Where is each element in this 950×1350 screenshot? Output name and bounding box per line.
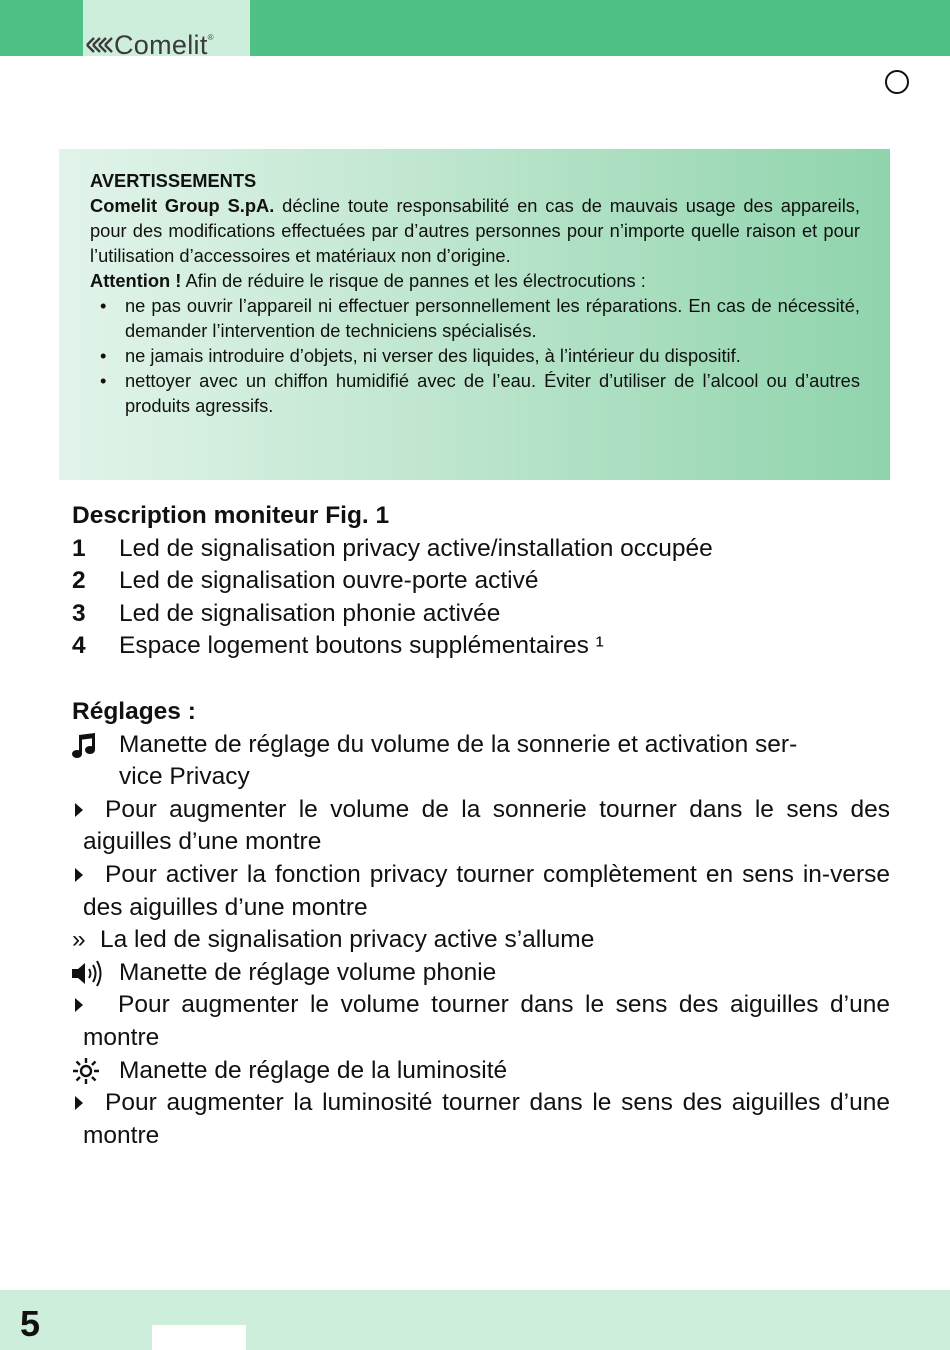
- voice-up-row: [72, 989, 890, 1054]
- item-text: Espace logement boutons supplémentaires ¹: [119, 632, 604, 660]
- warnings-bullet-list: [90, 293, 860, 418]
- triangle-bullet-icon: [75, 1096, 83, 1110]
- description-item: [72, 598, 890, 631]
- brightness-up-text: Pour augmenter la luminosité tourner dans le sens des aiguilles d’une montre: [83, 1089, 890, 1149]
- voice-volume-row: [72, 957, 890, 990]
- language-marker-circle: [885, 70, 909, 94]
- speaker-volume-icon: [72, 959, 104, 989]
- description-title: Description moniteur Fig. 1: [72, 502, 390, 529]
- brand-logo: [84, 30, 214, 60]
- music-note-icon: [72, 731, 104, 761]
- item-text: Led de signalisation ouvre-porte activé: [119, 567, 539, 595]
- main-content: [72, 500, 890, 1152]
- ringer-volume-label-line2: vice Privacy: [119, 763, 250, 791]
- brightness-label: Manette de réglage de la luminosité: [119, 1056, 508, 1084]
- attention-line: [90, 268, 860, 293]
- section-spacer: [72, 663, 890, 696]
- brand-name: Comelit: [114, 30, 208, 60]
- company-name: Comelit Group S.pA.: [90, 195, 275, 216]
- warnings-title: AVERTISSEMENTS: [90, 170, 257, 191]
- warnings-disclaimer: [90, 193, 860, 268]
- privacy-led-row: [72, 924, 890, 957]
- item-number: 3: [72, 599, 86, 627]
- triangle-bullet-icon: [75, 868, 83, 882]
- guillemet-marker: »: [72, 926, 86, 954]
- footer-bar: [0, 1290, 950, 1350]
- page-number: 5: [20, 1303, 41, 1344]
- comelit-mark-icon: [84, 35, 114, 55]
- brand-registered-mark: ®: [207, 32, 214, 42]
- ringer-volume-label-line1: Manette de réglage du volume de la sonnerie et activation ser-: [119, 730, 798, 758]
- warning-bullet: • ne pas ouvrir l’appareil ni effectuer personnellement les réparations. En cas de nécessité, demander l’intervention de techniciens spécialisés.: [90, 293, 860, 343]
- warning-bullet: • nettoyer avec un chiffon humidifié avec de l’eau. Éviter d’utiliser de l’alcool ou d’autres produits agressifs.: [90, 368, 860, 418]
- voice-up-text: Pour augmenter le volume tourner dans le sens des aiguilles d’une montre: [83, 991, 890, 1051]
- triangle-bullet-icon: [75, 803, 83, 817]
- brightness-sun-icon: [72, 1057, 104, 1087]
- settings-title: Réglages :: [72, 697, 196, 725]
- description-item: [72, 565, 890, 598]
- ringer-up-row: [72, 794, 890, 859]
- privacy-on-row: [72, 859, 890, 924]
- item-number: 1: [72, 534, 86, 562]
- description-item: [72, 533, 890, 566]
- item-number: 2: [72, 567, 86, 595]
- ringer-up-text: Pour augmenter le volume de la sonnerie tourner dans le sens des aiguilles d’une montre: [83, 795, 890, 856]
- privacy-led-text: La led de signalisation privacy active s’allume: [100, 926, 595, 954]
- item-text: Led de signalisation phonie activée: [119, 599, 501, 627]
- disclaimer-text: décline toute responsabilité en cas de mauvais usage des appareils, pour des modifications effectuées par d’autres personnes pour n’importe quelle raison et pour l’utilisation d’accessoires et matériaux non d’origine.: [90, 195, 860, 266]
- brightness-up-row: [72, 1087, 890, 1152]
- description-item: [72, 630, 890, 663]
- ringer-volume-row: [72, 729, 890, 794]
- privacy-on-text: Pour activer la fonction privacy tourner complètement en sens in-verse des aiguilles d’une montre: [83, 860, 890, 921]
- attention-text: Afin de réduire le risque de pannes et les électrocutions :: [181, 270, 646, 291]
- warnings-box: [59, 149, 890, 480]
- voice-volume-label: Manette de réglage volume phonie: [119, 958, 497, 986]
- triangle-bullet-icon: [75, 998, 83, 1012]
- footer-stub: [152, 1325, 246, 1350]
- brightness-row: [72, 1055, 890, 1088]
- item-number: 4: [72, 632, 86, 660]
- attention-label: Attention !: [90, 270, 182, 291]
- warning-bullet: • ne jamais introduire d’objets, ni verser des liquides, à l’intérieur du dispositif.: [90, 343, 860, 368]
- item-text: Led de signalisation privacy active/installation occupée: [119, 534, 713, 562]
